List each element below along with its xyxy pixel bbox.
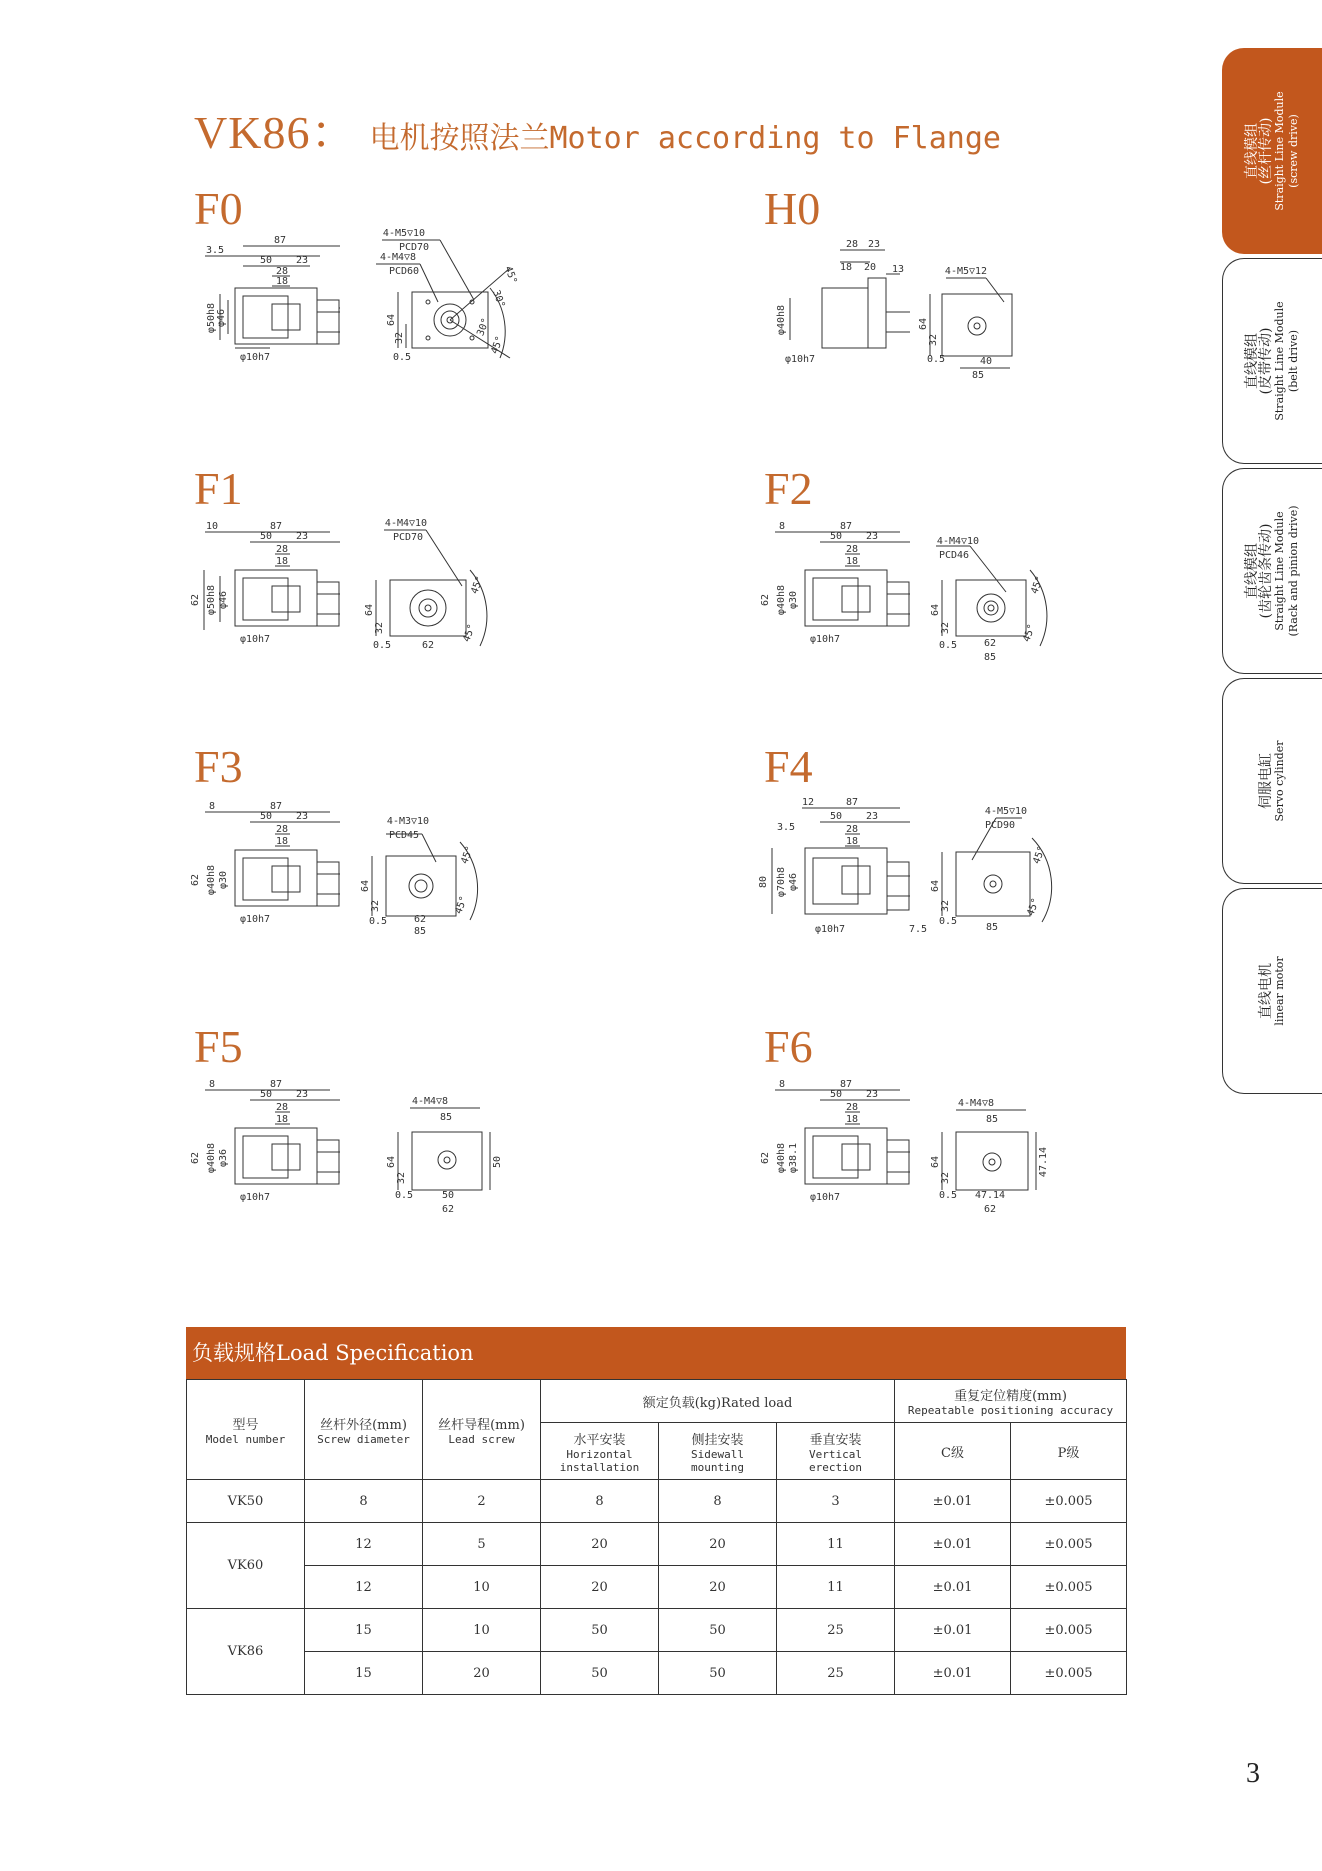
dim-text: 18 (845, 556, 859, 567)
dim-text: 18 (275, 836, 289, 847)
tab-zh: 直线电机 (1257, 963, 1274, 1019)
dim-text: 87 (273, 235, 287, 246)
angle-text: 45° (489, 334, 506, 356)
flange-drawing-f3 (190, 790, 530, 950)
tab-en2: (belt drive) (1286, 329, 1300, 393)
callout-text: 4-M5▽10 (382, 228, 426, 239)
callout-text: 4-M5▽12 (944, 266, 988, 277)
dim-text: φ40h8 (776, 1142, 787, 1174)
dim-text: 23 (865, 1089, 879, 1100)
dim-text: 28 (275, 544, 289, 555)
flange-label-f5: F5 (194, 1021, 243, 1072)
dim-text: φ10h7 (239, 634, 271, 645)
header-horizontal: 水平安装 Horizontal installation (541, 1423, 659, 1480)
table-row: VK50 8 2 8 8 3 ±0.01 ±0.005 (187, 1480, 1127, 1523)
dim-text: 18 (275, 276, 289, 287)
header-c-grade: C级 (895, 1423, 1011, 1480)
dim-text: 64 (386, 1155, 397, 1169)
angle-text: 45° (459, 844, 476, 866)
angle-text: 45° (1031, 844, 1048, 866)
load-spec-table (186, 1379, 1127, 1695)
tab-zh2: (丝杆传动) (1257, 117, 1274, 185)
callout-text: 4-M3▽10 (386, 816, 430, 827)
flange-label-f3: F3 (194, 741, 243, 792)
dim-text: φ10h7 (239, 1192, 271, 1203)
dim-text: 85 (439, 1112, 453, 1123)
dim-text: 28 (845, 824, 859, 835)
dim-text: 0.5 (392, 352, 412, 363)
dim-text: 64 (930, 603, 941, 617)
dim-text: 50 (259, 531, 273, 542)
dim-text: φ40h8 (206, 1142, 217, 1174)
tab-zh: 直线模组 (1243, 333, 1260, 390)
dim-text: 50 (441, 1190, 455, 1201)
side-tab-rack-pinion[interactable] (1222, 468, 1322, 674)
dim-text: φ46 (216, 308, 227, 328)
tab-zh: 直线模组 (1243, 123, 1260, 180)
dim-text: 87 (269, 521, 283, 532)
callout-text: PCD70 (398, 242, 430, 253)
dim-text: 87 (839, 521, 853, 532)
dim-text: 62 (760, 593, 771, 607)
header-p-grade: P级 (1011, 1423, 1127, 1480)
flange-label-f4: F4 (764, 741, 813, 792)
tab-zh2: (皮带传动) (1257, 327, 1274, 395)
dim-text: 28 (845, 239, 859, 250)
dim-text: φ38.1 (788, 1142, 799, 1174)
tab-zh: 直线模组 (1243, 543, 1260, 599)
dim-text: 47.14 (1038, 1146, 1049, 1178)
dim-text: 12 (801, 797, 815, 808)
dim-text: 0.5 (394, 1190, 414, 1201)
dim-text: 62 (413, 914, 427, 925)
tab-en: Straight Line Module (1272, 301, 1286, 421)
dim-text: 23 (295, 1089, 309, 1100)
dim-text: 32 (394, 331, 405, 345)
page-number: 3 (1246, 1758, 1260, 1789)
side-tab-linear-motor[interactable] (1222, 888, 1322, 1094)
dim-text: 0.5 (372, 640, 392, 651)
dim-text: φ30 (788, 590, 799, 610)
dim-text: φ10h7 (239, 914, 271, 925)
flange-drawing-f2 (760, 510, 1100, 670)
dim-text: 3.5 (205, 245, 225, 256)
dim-text: 20 (863, 262, 877, 273)
dim-text: φ70h8 (776, 866, 787, 898)
dim-text: 18 (845, 1114, 859, 1125)
tab-en: linear motor (1272, 956, 1286, 1026)
callout-text: 4-M5▽10 (984, 806, 1028, 817)
dim-text: 18 (275, 556, 289, 567)
dim-text: 85 (985, 1114, 999, 1125)
flange-label-f0: F0 (194, 183, 243, 234)
dim-text: 87 (269, 1079, 283, 1090)
flange-drawing-f0 (190, 228, 530, 388)
dim-text: 23 (865, 811, 879, 822)
dim-text: φ40h8 (776, 304, 787, 336)
dim-text: 32 (374, 621, 385, 635)
dim-text: φ10h7 (809, 634, 841, 645)
dim-text: 23 (295, 255, 309, 266)
side-tab-servo-cylinder[interactable] (1222, 678, 1322, 884)
dim-text: 50 (829, 1089, 843, 1100)
flange-drawing-f5 (190, 1068, 530, 1228)
model-code: VK86： (194, 107, 358, 158)
flange-drawing-f6 (760, 1068, 1100, 1228)
dim-text: 13 (891, 264, 905, 275)
header-vertical: 垂直安装 Vertical erection (777, 1423, 895, 1480)
dim-text: 32 (940, 621, 951, 635)
tab-en: Straight Line Module (1272, 511, 1286, 631)
page-subtitle: 电机按照法兰Motor according to Flange (369, 121, 1001, 156)
dim-text: 0.5 (368, 916, 388, 927)
dim-text: 85 (971, 370, 985, 381)
dim-text: 50 (259, 811, 273, 822)
spec-title: 负载规格Load Specification (186, 1327, 1126, 1379)
dim-text: 62 (190, 1151, 201, 1165)
dim-text: 64 (364, 603, 375, 617)
dim-text: 85 (985, 922, 999, 933)
dim-text: φ10h7 (239, 352, 271, 363)
dim-text: 32 (370, 899, 381, 913)
dim-text: 8 (208, 801, 216, 812)
dim-text: 3.5 (776, 822, 796, 833)
dim-text: 64 (930, 1155, 941, 1169)
dim-text: 23 (867, 239, 881, 250)
angle-text: 45° (1021, 622, 1038, 644)
dim-text: φ40h8 (206, 864, 217, 896)
tab-en2: (screw drive) (1286, 114, 1300, 188)
dim-text: φ50h8 (206, 584, 217, 616)
callout-text: PCD45 (388, 830, 420, 841)
tab-zh: 伺服电缸 (1257, 753, 1274, 810)
callout-text: PCD70 (392, 532, 424, 543)
dim-text: 0.5 (938, 640, 958, 651)
callout-text: 4-M4▽8 (379, 252, 417, 263)
callout-text: PCD60 (388, 266, 420, 277)
dim-text: φ10h7 (809, 1192, 841, 1203)
dim-text: φ10h7 (814, 924, 846, 935)
dim-text: 28 (845, 1102, 859, 1113)
dim-text: 18 (839, 262, 853, 273)
dim-text: 87 (845, 797, 859, 808)
dim-text: 0.5 (926, 354, 946, 365)
callout-text: PCD90 (984, 820, 1016, 831)
callout-text: 4-M4▽10 (936, 536, 980, 547)
dim-text: 50 (259, 255, 273, 266)
dim-text: φ30 (218, 870, 229, 890)
dim-text: 62 (190, 593, 201, 607)
dim-text: 64 (386, 313, 397, 327)
angle-text: 45° (461, 622, 478, 644)
callout-text: 4-M4▽8 (411, 1096, 449, 1107)
dim-text: 64 (918, 317, 929, 331)
table-row: 15 20 50 50 25 ±0.01 ±0.005 (187, 1652, 1127, 1695)
dim-text: 8 (778, 1079, 786, 1090)
dim-text: 62 (190, 873, 201, 887)
dim-text: 47.14 (974, 1190, 1006, 1201)
header-lead: 丝杆导程(mm) Lead screw (423, 1380, 541, 1480)
dim-text: 8 (208, 1079, 216, 1090)
tab-zh2: (齿轮齿条传动) (1257, 523, 1274, 619)
angle-text: 45° (453, 894, 470, 916)
dim-text: 10 (205, 521, 219, 532)
flange-drawing-f4 (760, 790, 1100, 950)
flange-label-f6: F6 (764, 1021, 813, 1072)
dim-text: 62 (441, 1204, 455, 1215)
header-model: 型号 Model number (187, 1380, 305, 1480)
callout-text: PCD46 (938, 550, 970, 561)
dim-text: 50 (492, 1155, 503, 1169)
dim-text: 40 (979, 356, 993, 367)
dim-text: 8 (778, 521, 786, 532)
callout-text: 4-M4▽8 (957, 1098, 995, 1109)
dim-text: 80 (758, 875, 769, 889)
dim-text: 28 (275, 266, 289, 277)
dim-text: 32 (940, 899, 951, 913)
dim-text: 62 (983, 638, 997, 649)
dim-text: 28 (275, 1102, 289, 1113)
dim-text: 62 (760, 1151, 771, 1165)
dim-text: φ36 (218, 1148, 229, 1168)
dim-text: 85 (983, 652, 997, 663)
dim-text: 32 (940, 1171, 951, 1185)
dim-text: 32 (396, 1171, 407, 1185)
flange-label-h0: H0 (764, 183, 821, 234)
header-rated-load: 额定负载(kg)Rated load (541, 1380, 895, 1423)
tab-en2: (Rack and pinion drive) (1286, 505, 1300, 637)
dim-text: 64 (360, 879, 371, 893)
flange-drawing-f1 (190, 510, 530, 670)
dim-text: 87 (839, 1079, 853, 1090)
angle-text: 45° (1029, 574, 1046, 596)
dim-text: 85 (413, 926, 427, 937)
dim-text: φ50h8 (206, 302, 217, 334)
dim-text: 50 (829, 811, 843, 822)
dim-text: φ46 (788, 872, 799, 892)
dim-text: 50 (259, 1089, 273, 1100)
dim-text: 28 (275, 824, 289, 835)
table-row: 12 10 20 20 11 ±0.01 ±0.005 (187, 1566, 1127, 1609)
header-accuracy: 重复定位精度(mm) Repeatable positioning accuracy (895, 1380, 1127, 1423)
table-row: VK60 12 5 20 20 11 ±0.01 ±0.005 (187, 1523, 1127, 1566)
dim-text: 28 (845, 544, 859, 555)
dim-text: 62 (421, 640, 435, 651)
header-screw: 丝杆外径(mm) Screw diameter (305, 1380, 423, 1480)
dim-text: 18 (275, 1114, 289, 1125)
tab-en: Straight Line Module (1272, 91, 1286, 211)
dim-text: 0.5 (938, 1190, 958, 1201)
dim-text: 64 (930, 879, 941, 893)
flange-label-f1: F1 (194, 463, 243, 514)
angle-text: 45° (1025, 896, 1042, 918)
dim-text: 23 (295, 811, 309, 822)
angle-text: 45° (469, 574, 486, 596)
angle-text: 45° (502, 264, 519, 286)
flange-label-f2: F2 (764, 463, 813, 514)
header-sidewall: 侧挂安装 Sidewall mounting (659, 1423, 777, 1480)
tab-en: Servo cylinder (1272, 740, 1286, 822)
page-title (194, 96, 1001, 162)
angle-text: 30° (490, 288, 507, 310)
dim-text: 23 (865, 531, 879, 542)
dim-text: 87 (269, 801, 283, 812)
dim-text: 32 (928, 333, 939, 347)
dim-text: φ10h7 (784, 354, 816, 365)
dim-text: 0.5 (938, 916, 958, 927)
dim-text: 23 (295, 531, 309, 542)
dim-text: 62 (983, 1204, 997, 1215)
table-row: VK86 15 10 50 50 25 ±0.01 ±0.005 (187, 1609, 1127, 1652)
side-tab-belt-drive[interactable] (1222, 258, 1322, 464)
callout-text: 4-M4▽10 (384, 518, 428, 529)
dim-text: 50 (829, 531, 843, 542)
dim-text: φ46 (218, 590, 229, 610)
dim-text: 18 (845, 836, 859, 847)
flange-drawing-h0 (760, 228, 1100, 388)
dim-text: φ40h8 (776, 584, 787, 616)
angle-text: 30° (475, 316, 492, 338)
side-tab-screw-drive[interactable] (1222, 48, 1322, 254)
dim-text: 7.5 (908, 924, 928, 935)
